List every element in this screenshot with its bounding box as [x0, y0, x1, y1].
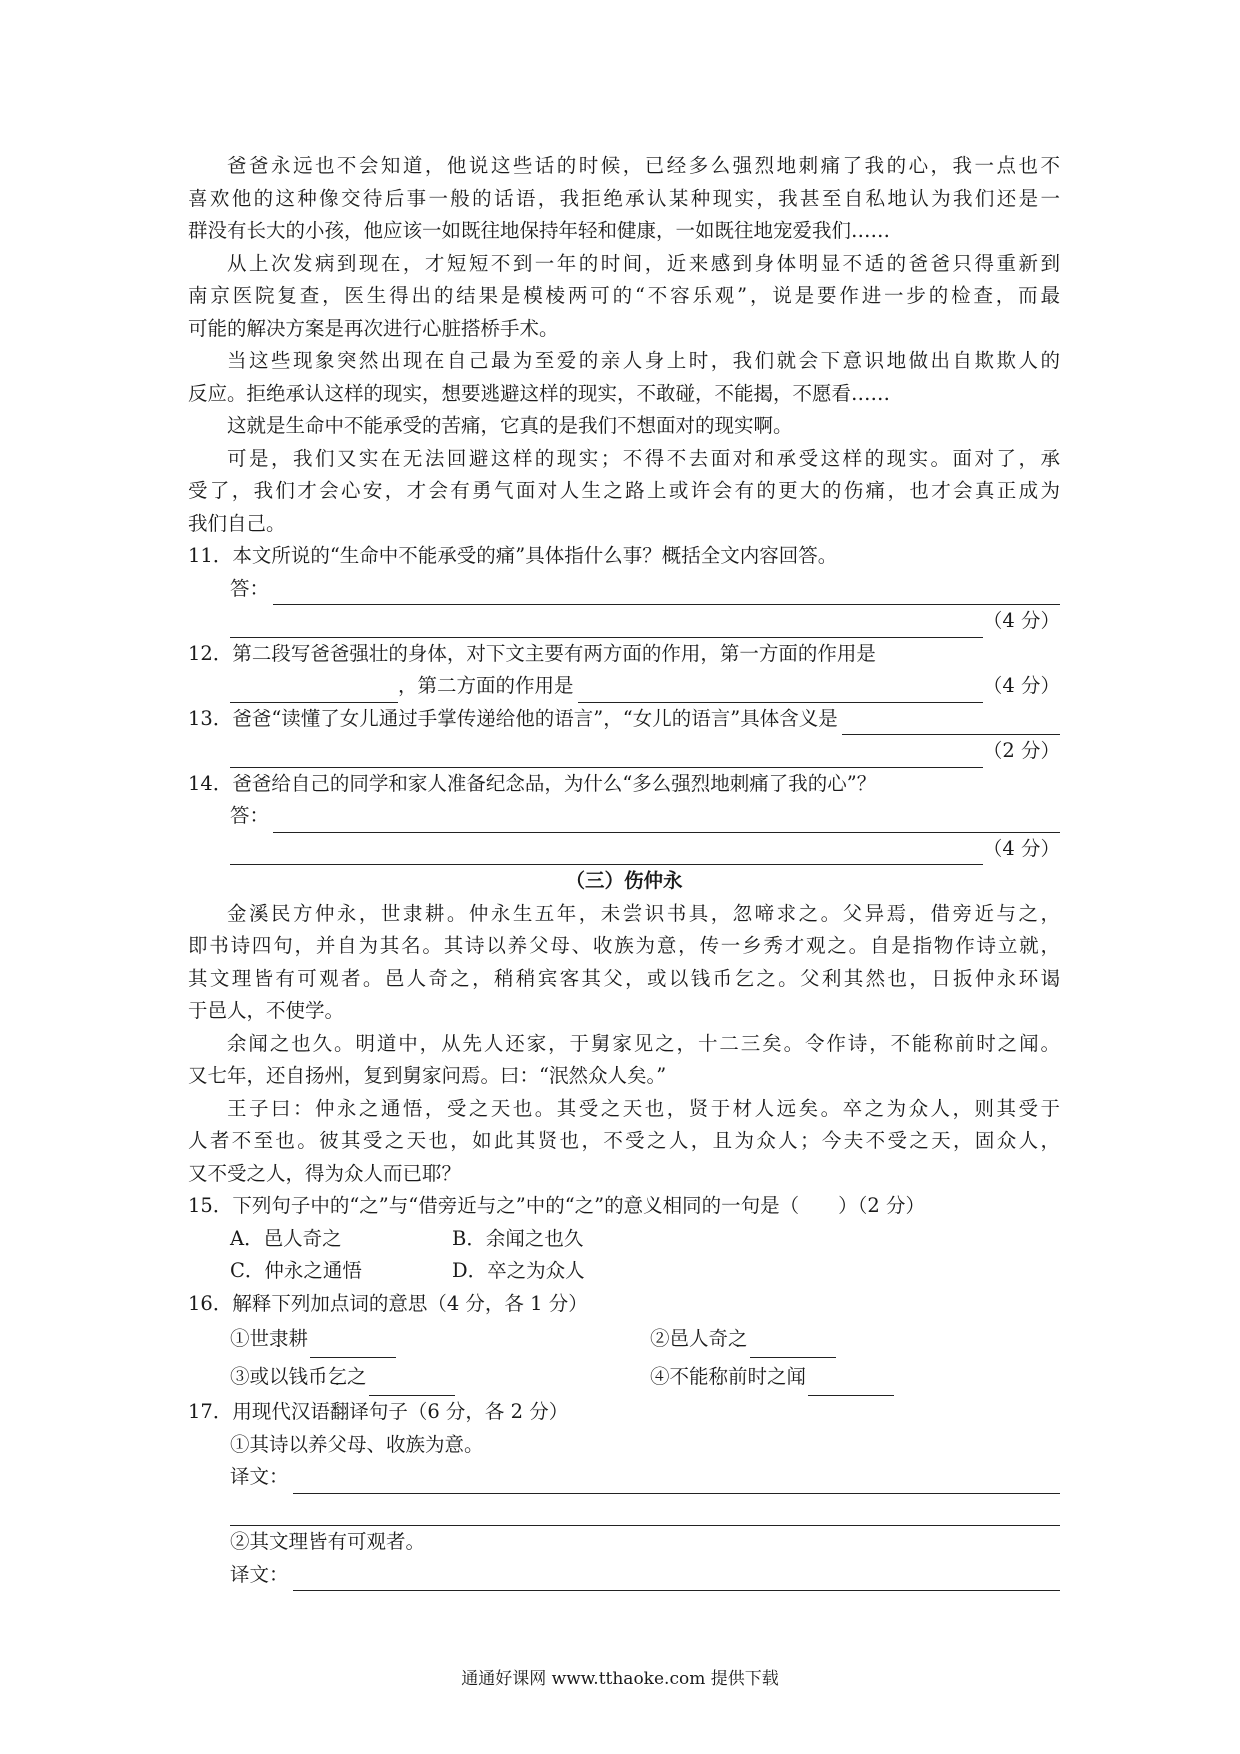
q16-item-1: ①世隶耕 [230, 1320, 650, 1358]
score-label: （4 分） [982, 674, 1060, 697]
answer-blank[interactable] [842, 712, 1060, 735]
passage-line: 爸爸永远也不会知道，他说这些话的时候，已经多么强烈地刺痛了我的心，我一点也不 [227, 154, 1060, 177]
translation-line [188, 1494, 1060, 1527]
passage-line: 可是，我们又实在无法回避这样的现实；不得不去面对和承受这样的现实。面对了，承 [227, 446, 1060, 470]
score-label: （2 分） [982, 739, 1060, 762]
question-12: 12．第二段写爸爸强壮的身体，对下文主要有两方面的作用，第一方面的作用是 [188, 641, 876, 665]
classical-line: 人者不至也。彼其受之天也，如此其贤也，不受之人，且为众人；今夫不受之天，固众人， [188, 1129, 1060, 1152]
q16-row [188, 1320, 1060, 1358]
dotted-word: 乞 [327, 1365, 348, 1388]
dotted-word: 称 [708, 1365, 729, 1388]
classical-line: 又七年，还自扬州，复到舅家问焉。曰：“泯然众人矣。” [188, 1064, 667, 1087]
q16-item-2: ②邑人奇之 [650, 1320, 836, 1358]
answer-blank[interactable] [230, 1503, 1060, 1526]
answer-line [188, 800, 1060, 833]
passage-line: 喜欢他的这种像交待后事一般的话语，我拒绝承认某种现实，我甚至自私地认为我们还是一 [188, 186, 1060, 210]
question-11: 11．本文所说的“生命中不能承受的痛”具体指什么事？概括全文内容回答。 [188, 544, 838, 567]
classical-line: 金溪民方仲永，世隶耕。仲永生五年，未尝识书具，忽啼求之。父异焉，借旁近与之， [227, 901, 1060, 925]
answer-blank[interactable] [293, 1471, 1060, 1494]
question-15: 15．下列句子中的“之”与“借旁近与之”中的“之”的意义相同的一句是（ ）（2 分） [188, 1194, 925, 1217]
question-14: 14．爸爸给自己的同学和家人准备纪念品，为什么“多么强烈地刺痛了我的心”？ [188, 771, 877, 795]
translation-label: 译文： [230, 1562, 289, 1586]
dotted-word: 隶 [269, 1327, 289, 1350]
section-title: （三）伤仲永 [565, 869, 683, 892]
passage-line: 从上次发病到现在，才短短不到一年的时间，近来感到身体明显不适的爸爸只得重新到 [227, 251, 1060, 275]
question-13-line [188, 703, 1060, 736]
options-row [188, 1255, 1060, 1288]
answer-blank[interactable] [230, 745, 983, 768]
page-content [188, 150, 1060, 1591]
answer-label: 答： [230, 804, 270, 827]
answer-blank[interactable] [273, 582, 1060, 605]
answer-line [188, 833, 1060, 866]
passage-line: 可能的解决方案是再次进行心脏搭桥手术。 [188, 316, 559, 340]
passage-line: 反应。拒绝承认这样的现实，想要逃避这样的现实，不敢碰，不能揭，不愿看…… [188, 381, 891, 405]
answer-blank[interactable] [310, 1335, 396, 1358]
answer-blank[interactable] [750, 1335, 836, 1358]
option-b[interactable]: B．余闻之也久 [452, 1226, 584, 1250]
answer-blank[interactable] [293, 1568, 1060, 1591]
answer-blank[interactable] [578, 680, 983, 703]
classical-line: 余闻之也久。明道中，从先人还家，于舅家见之，十二三矣。令作诗，不能称前时之闻。 [227, 1031, 1060, 1055]
passage-line: 群没有长大的小孩，他应该一如既往地保持年轻和健康，一如既往地宠爱我们…… [188, 219, 891, 242]
answer-blank[interactable] [230, 842, 983, 865]
answer-blank[interactable] [273, 810, 1060, 833]
option-d[interactable]: D．卒之为众人 [452, 1259, 585, 1282]
score-label: （4 分） [982, 836, 1060, 860]
classical-line: 即书诗四句，并自为其名。其诗以养父母、收族为意，传一乡秀才观之。自是指物作诗立就， [188, 934, 1060, 957]
question-13: 13．爸爸“读懂了女儿通过手掌传递给他的语言”，“女儿的语言”具体含义是 [188, 706, 838, 730]
answer-blank[interactable] [808, 1373, 894, 1396]
answer-line [188, 670, 1060, 703]
answer-blank[interactable] [369, 1373, 455, 1396]
classical-line: 其文理皆有可观者。邑人奇之，稍稍宾客其父，或以钱币乞之。父利其然也，日扳仲永环谒 [188, 966, 1060, 990]
options-row [188, 1223, 1060, 1256]
translation-line [188, 1559, 1060, 1592]
answer-label: 答： [230, 576, 270, 600]
q17-sentence-2: ②其文理皆有可观者。 [230, 1530, 426, 1553]
passage-line: 我们自己。 [188, 511, 286, 535]
classical-line: 于邑人，不使学。 [188, 999, 345, 1022]
answer-line [188, 735, 1060, 768]
question-17: 17．用现代汉语翻译句子（6 分，各 2 分） [188, 1400, 569, 1423]
passage-line: 当这些现象突然出现在自己最为至爱的亲人身上时，我们就会下意识地做出自欺欺人的 [227, 349, 1060, 372]
answer-line [188, 605, 1060, 638]
translation-line [188, 1461, 1060, 1494]
passage-line: 受了，我们才会心安，才会有勇气面对人生之路上或许会有的更大的伤痛，也才会真正成为 [188, 479, 1060, 502]
score-label: （4 分） [982, 609, 1060, 632]
answer-blank[interactable] [230, 615, 983, 638]
passage-line: 这就是生命中不能承受的苦痛，它真的是我们不想面对的现实啊。 [227, 414, 793, 437]
footer: 通通好课网 www.tthaoke.com 提供下载 [461, 1669, 779, 1689]
passage-line: 南京医院复查，医生得出的结果是模棱两可的“不容乐观”，说是要作进一步的检查，而最 [188, 284, 1060, 307]
question-12-mid: ，第二方面的作用是 [398, 674, 574, 697]
q16-item-4: ④不能称前时之闻 [650, 1358, 894, 1396]
option-c[interactable]: C．仲永之通悟 [230, 1259, 362, 1282]
q16-item-3: ③或以钱币乞之 [230, 1358, 650, 1396]
q16-row [188, 1358, 1060, 1396]
option-a[interactable]: A．邑人奇之 [230, 1226, 342, 1250]
translation-label: 译文： [230, 1465, 289, 1488]
q17-sentence-1: ①其诗以养父母、收族为意。 [230, 1432, 484, 1456]
answer-line [188, 573, 1060, 606]
answer-blank[interactable] [230, 680, 398, 703]
dotted-word: 之 [728, 1327, 748, 1350]
question-16: 16．解释下列加点词的意思（4 分，各 1 分） [188, 1291, 588, 1315]
classical-line: 王子曰：仲永之通悟，受之天也。其受之天也，贤于材人远矣。卒之为众人，则其受于 [227, 1096, 1060, 1120]
classical-line: 又不受之人，得为众人而已耶？ [188, 1161, 462, 1185]
